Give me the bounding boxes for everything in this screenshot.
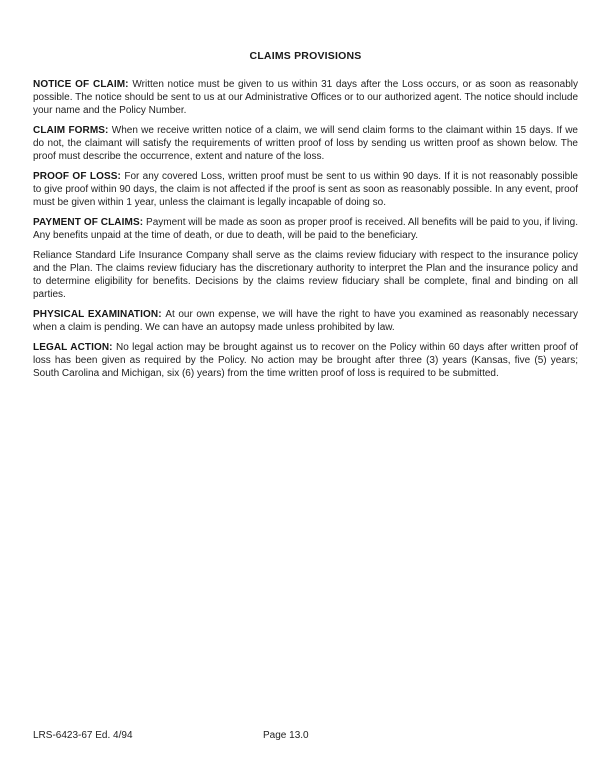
paragraph-text: No legal action may be brought against us to recover on the Policy within 60 days after written proof of loss has been given as required by the Policy. No action may be brought after three (3) years (Kansas, five (5) years; South Carolina and Michigan, six (6) years) from the time written proof of loss is required to be submitted. [33,342,578,379]
paragraph-proof-of-loss [33,170,578,209]
paragraph-label: PHYSICAL EXAMINATION: [33,309,162,320]
footer-page-number: Page 13.0 [263,730,309,741]
paragraph-text: When we receive written notice of a claim, we will send claim forms to the claimant within 15 days. If we do not, the claimant will satisfy the requirements of written proof of loss by sending us written proof as shown below. The proof must describe the occurrence, extent and nature of the loss. [33,125,578,162]
paragraph-label: PROOF OF LOSS: [33,171,121,182]
paragraph-label: PAYMENT OF CLAIMS: [33,217,144,228]
paragraph-physical-examination [33,308,578,334]
paragraph-payment-of-claims [33,216,578,242]
paragraph-label: CLAIM FORMS: [33,125,109,136]
paragraph-legal-action [33,341,578,380]
paragraph-text: Payment will be made as soon as proper proof is received. All benefits will be paid to you, if living. Any benefits unpaid at the time of death, or due to death, will be paid to the beneficiary. [33,217,579,241]
paragraph-claims-review-fiduciary [33,249,578,301]
paragraph-label: LEGAL ACTION: [33,342,113,353]
paragraph-text: Reliance Standard Life Insurance Company shall serve as the claims review fiduciary with respect to the insurance policy and the Plan. The claims review fiduciary has the discretionary authority to interpret the Plan and the insurance policy and to determine eligibility for benefits. Decisions by the claims review fiduciary shall be complete, final and binding on all parties. [33,250,578,300]
document-content [33,50,578,387]
paragraph-label: NOTICE OF CLAIM: [33,79,129,90]
paragraph-claim-forms [33,124,578,163]
paragraph-text: For any covered Loss, written proof must be sent to us within 90 days. If it is not reasonably possible to give proof within 90 days, the claim is not affected if the proof is sent as soon as reasonably possible. In any event, proof must be given within 1 year, unless the claimant is legally incapable of doing so. [33,171,578,208]
paragraph-text: Written notice must be given to us within 31 days after the Loss occurs, or as soon as reasonably possible. The notice should be sent to us at our Administrative Offices or to our authorized agent. The notice should include your name and the Policy Number. [33,79,578,116]
footer-form-number: LRS-6423-67 Ed. 4/94 [33,730,133,741]
page-footer [0,729,600,743]
paragraph-notice-of-claim [33,78,578,117]
paragraph-text: At our own expense, we will have the right to have you examined as reasonably necessary when a claim is pending. We can have an autopsy made unless prohibited by law. [33,309,578,333]
document-title: CLAIMS PROVISIONS [249,50,362,62]
